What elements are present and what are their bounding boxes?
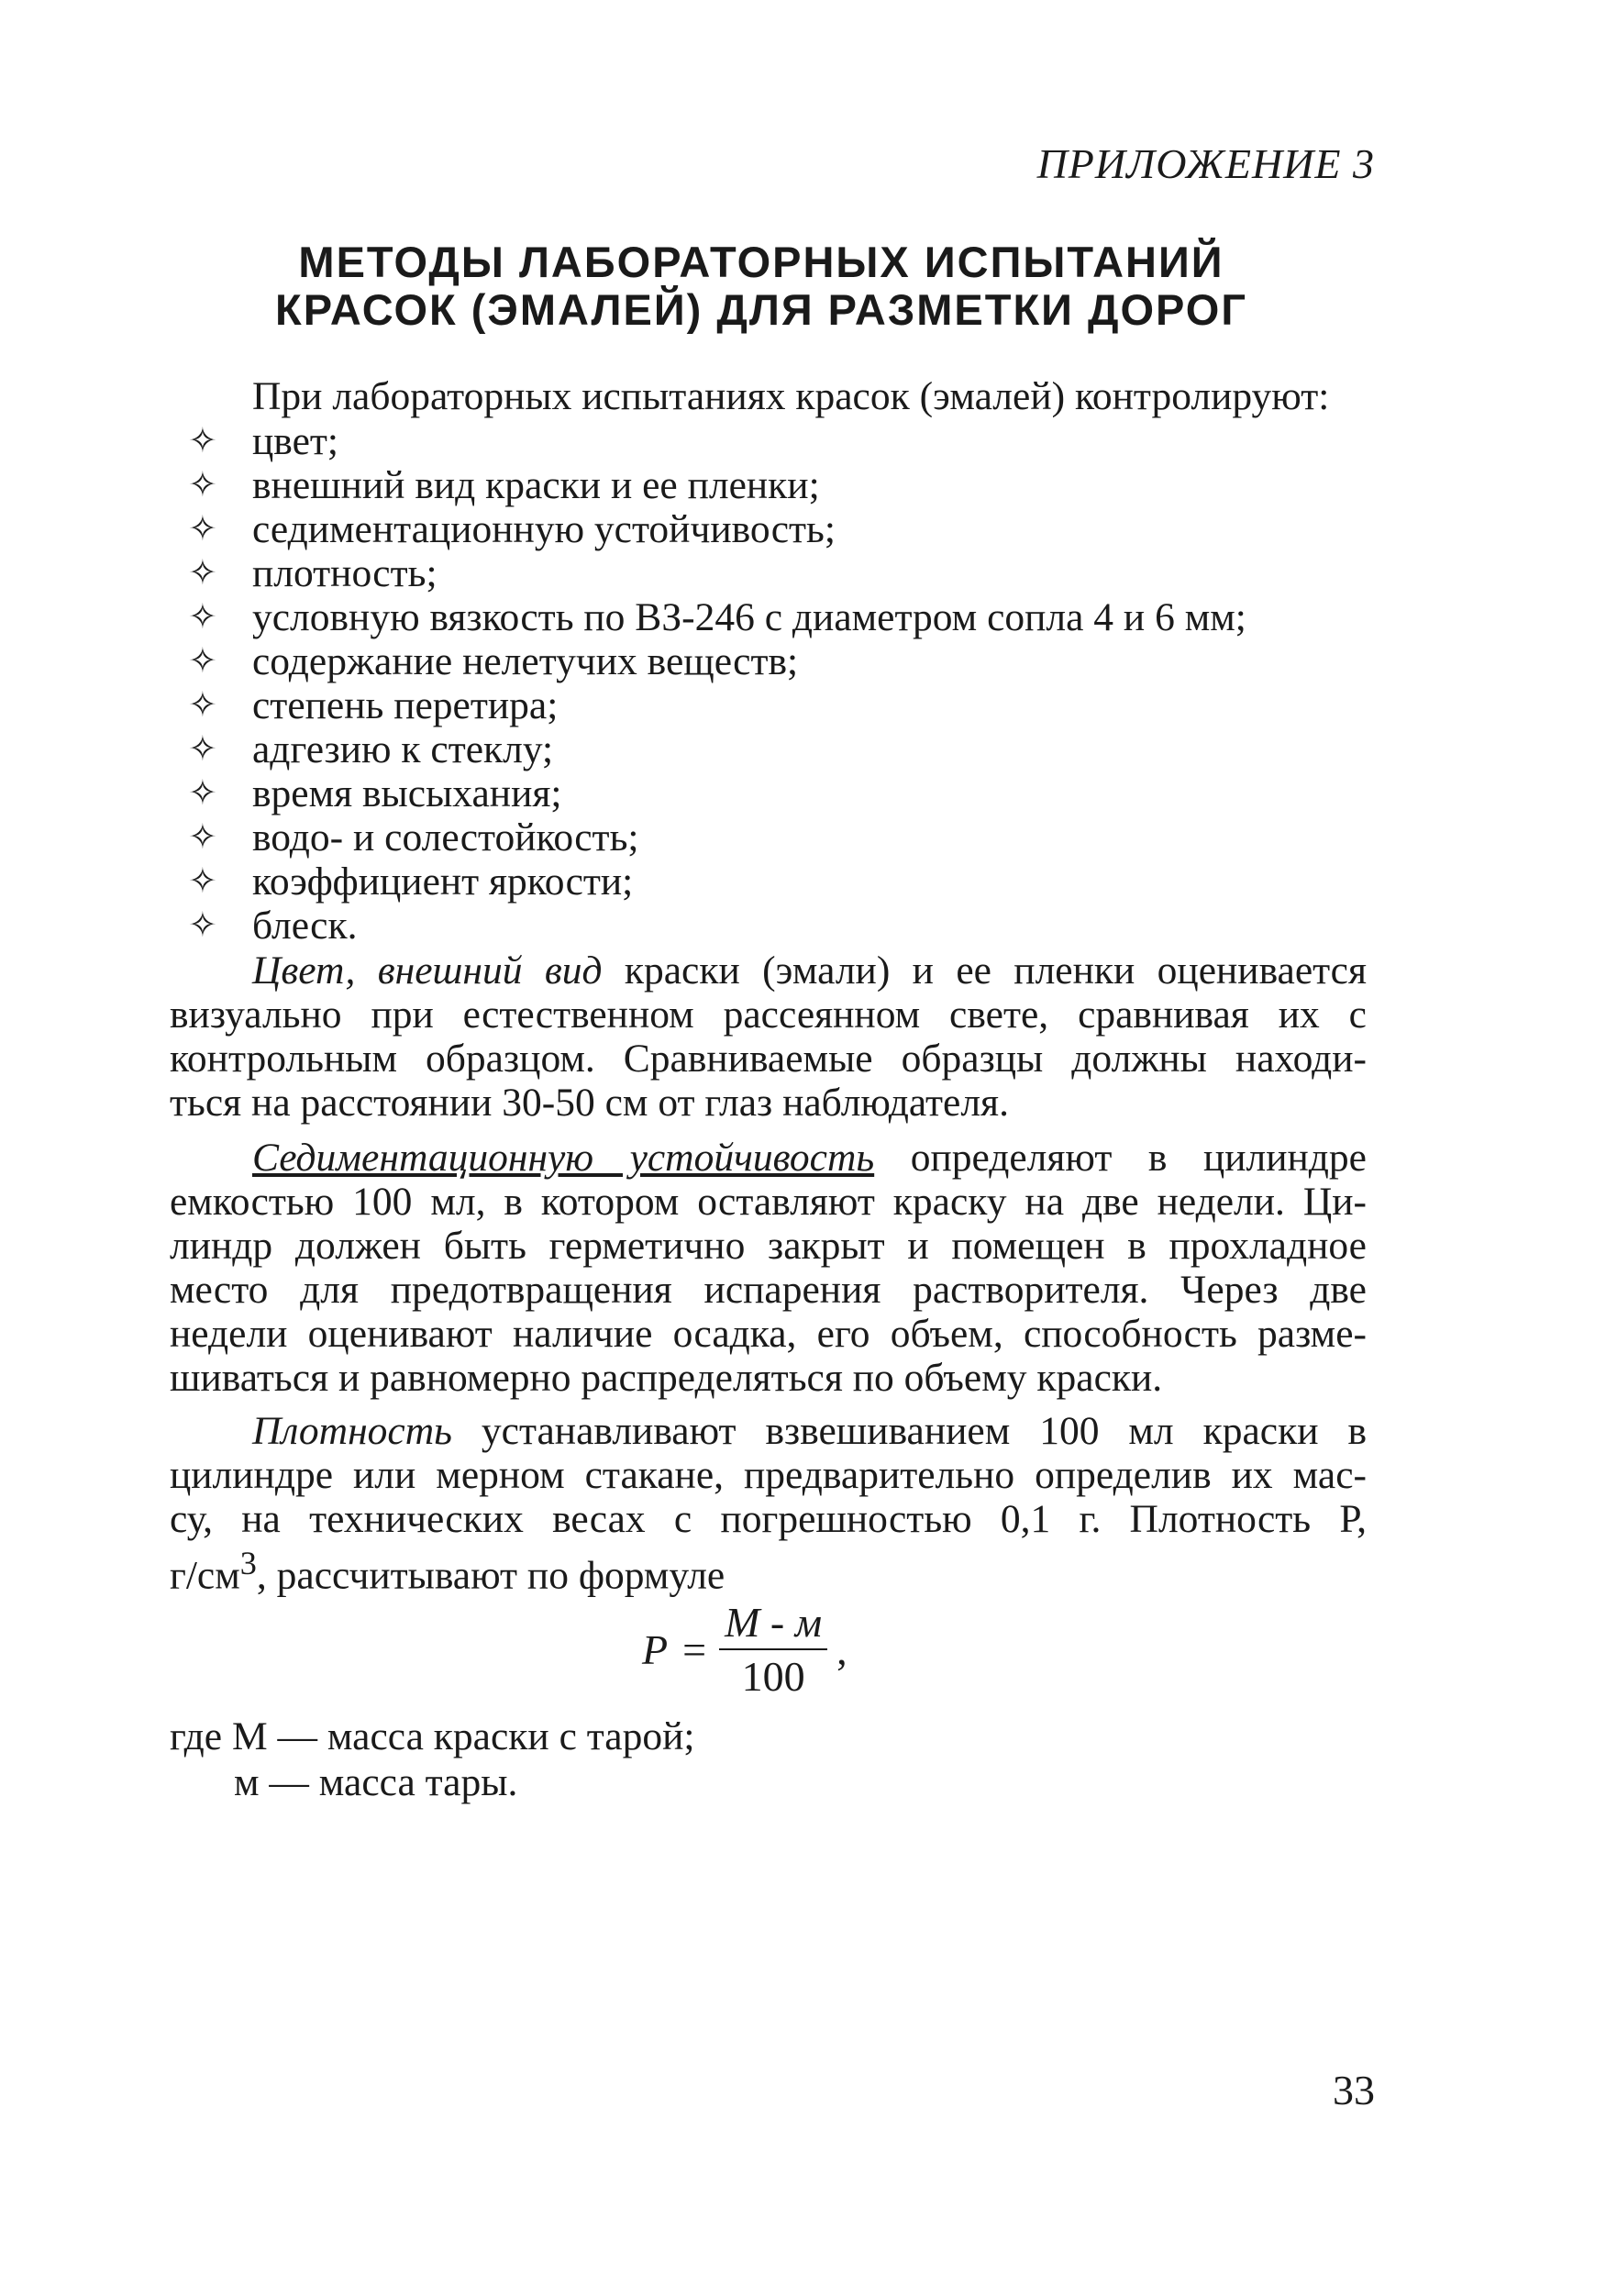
- formula-legend: [170, 1714, 694, 1805]
- formula-fraction: [719, 1598, 827, 1701]
- bullet-icon: ✧: [188, 510, 217, 549]
- list-item: ✧ внешний вид краски и ее пленки;: [188, 463, 820, 507]
- formula-lhs: P: [642, 1625, 669, 1673]
- list-item: ✧ условную вязкость по ВЗ-246 с диаметром сопла 4 и 6 мм;: [188, 595, 1246, 639]
- bullet-icon: ✧: [188, 774, 217, 813]
- title-line-1: МЕТОДЫ ЛАБОРАТОРНЫХ ИСПЫТАНИЙ: [298, 238, 1224, 286]
- bullet-icon: ✧: [188, 642, 217, 681]
- bullet-icon: ✧: [188, 466, 217, 505]
- formula-denominator: 100: [741, 1653, 805, 1700]
- list-item: ✧ седиментационную устойчивость;: [188, 507, 836, 551]
- list-item: ✧ степень перетира;: [188, 683, 559, 727]
- bullet-icon: ✧: [188, 598, 217, 637]
- bullet-icon: ✧: [188, 818, 217, 857]
- page-number: 33: [1333, 2067, 1375, 2113]
- list-item: ✧ адгезию к стеклу;: [188, 727, 554, 771]
- legend-row-M: где M — масса краски с тарой;: [170, 1714, 695, 1758]
- term-density: Плотность: [252, 1409, 452, 1453]
- bullet-icon: ✧: [188, 686, 217, 725]
- appendix-heading: ПРИЛОЖЕНИЕ 3: [1036, 140, 1375, 187]
- intro-paragraph: При лабораторных испытаниях красок (эмалей) контролируют:: [252, 374, 1330, 418]
- bullet-icon: ✧: [188, 554, 217, 593]
- list-item: ✧ водо- и солестойкость;: [188, 815, 639, 860]
- title-line-2: КРАСОК (ЭМАЛЕЙ) ДЛЯ РАЗМЕТКИ ДОРОГ: [275, 285, 1247, 334]
- formula-equals: =: [682, 1625, 707, 1673]
- bullet-icon: ✧: [188, 862, 217, 901]
- list-item: ✧ блеск.: [188, 904, 358, 948]
- list-item: ✧ коэффициент яркости;: [188, 860, 634, 904]
- term-sedimentation: Седиментационную устойчивость: [252, 1136, 875, 1180]
- list-item: ✧ содержание нелетучих веществ;: [188, 639, 799, 683]
- list-item: ✧ цвет;: [188, 419, 338, 463]
- color-paragraph: Цвет, внешний вид краски (эмали) и ее пленки оценивается визуально при естественном рассеянном свете, сравнивая их с контрольным образцом. Сравниваемые образцы должны находи- ться на расстоянии 30-50 см от глаз наблюдателя.: [170, 948, 1368, 1125]
- term-color: Цвет, внешний вид: [252, 948, 603, 993]
- list-item: ✧ время высыхания;: [188, 771, 562, 815]
- bullet-icon: ✧: [188, 422, 217, 460]
- density-formula: P = $\frac{M - м}{100}$ ,: [642, 1599, 847, 1700]
- density-paragraph: Плотность устанавливают взвешиванием 100 мл краски в цилиндре или мерном стакане, предварительно определив их мас- су, на технических весах с погрешностью 0,1 г. Плотность Р, $г/см^3$, рассчитывают по формуле: [170, 1409, 1367, 1598]
- sedimentation-paragraph: Седиментационную устойчивость определяют в цилиндре емкостью 100 мл, в котором оставляют краску на две недели. Ци- линдр должен быть герметично закрыт и помещен в прохладное место для предотвращения испарения растворителя. Через две недели оценивают наличие осадка, его объем, способность разме- шиваться и равномерно распределяться по объему краски.: [170, 1136, 1367, 1400]
- legend-row-m: м — масса тары.: [234, 1760, 518, 1804]
- formula-numerator: M - м: [719, 1598, 827, 1650]
- list-item: ✧ плотность;: [188, 551, 437, 595]
- bullet-icon: ✧: [188, 906, 217, 945]
- controlled-properties-list: [188, 419, 1246, 948]
- bullet-icon: ✧: [188, 730, 217, 769]
